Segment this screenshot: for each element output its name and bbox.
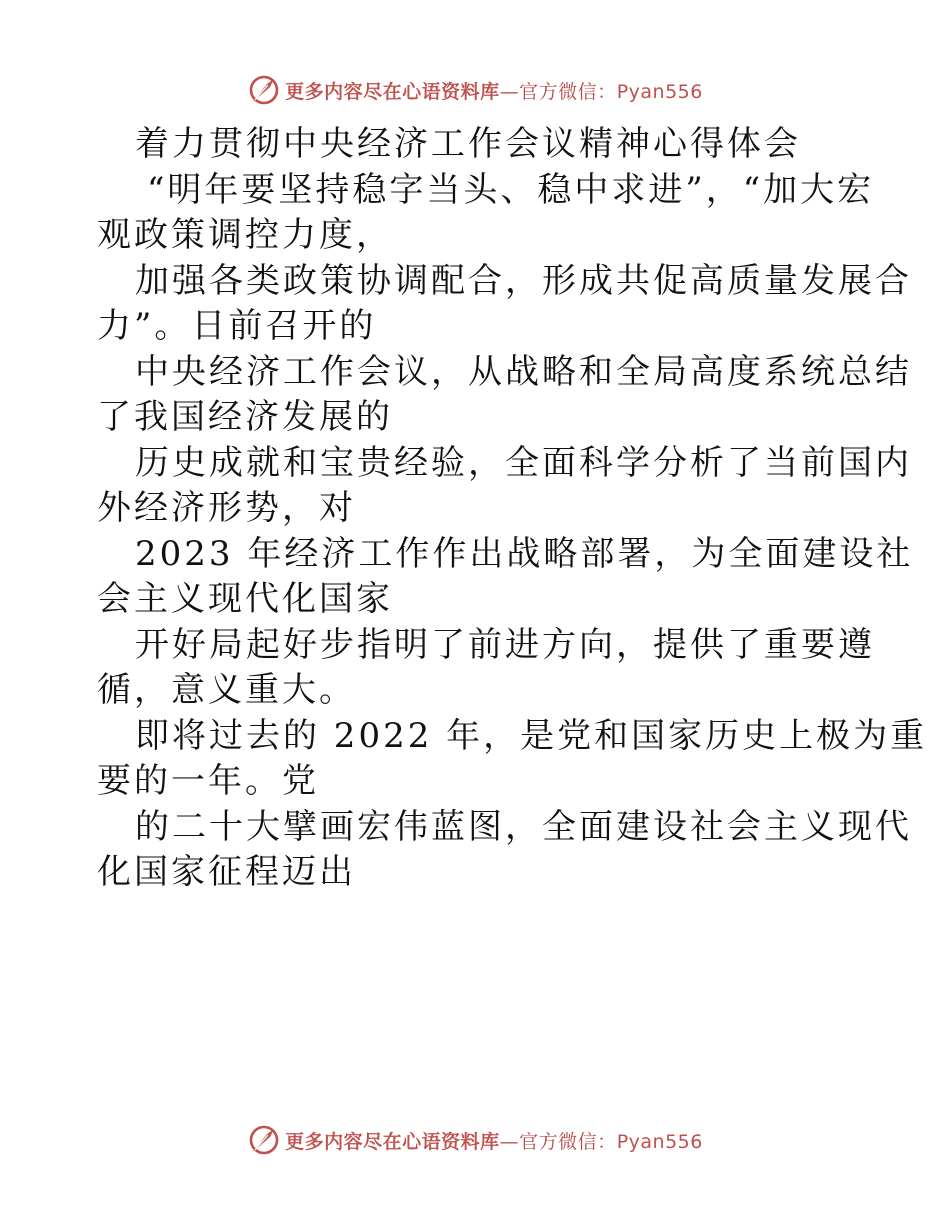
banner-text bbox=[285, 1127, 703, 1154]
banner-separator: — bbox=[499, 80, 520, 103]
text-line: 要的一年。党 bbox=[97, 761, 319, 801]
text-line: 化国家征程迈出 bbox=[97, 852, 356, 892]
text-line: 外经济形势，对 bbox=[97, 488, 356, 528]
text-line: 历史成就和宝贵经验，全面科学分析了当前国内 bbox=[135, 442, 912, 483]
banner-main-text: 更多内容尽在心语资料库 bbox=[285, 80, 500, 103]
banner-wechat-label: 官方微信： bbox=[519, 80, 617, 103]
banner-wechat-id: Pyan556 bbox=[616, 80, 703, 103]
banner-wechat-id: Pyan556 bbox=[616, 1130, 703, 1153]
banner-wechat-label: 官方微信： bbox=[519, 1130, 617, 1153]
text-line: 开好局起好步指明了前进方向，提供了重要遵 bbox=[135, 624, 875, 665]
text-line: 2023 年经济工作作出战略部署，为全面建设社 bbox=[135, 533, 914, 574]
footer-banner bbox=[0, 1120, 950, 1160]
banner-text bbox=[285, 77, 703, 104]
quill-pen-circle-icon bbox=[247, 73, 281, 107]
text-line: 了我国经济发展的 bbox=[97, 397, 393, 437]
text-line: 会主义现代化国家 bbox=[97, 579, 393, 619]
document-title: 着力贯彻中央经济工作会议精神心得体会 bbox=[135, 124, 801, 164]
text-line: “明年要坚持稳字当头、稳中求进”，“加大宏 bbox=[147, 169, 875, 210]
banner-main-text: 更多内容尽在心语资料库 bbox=[285, 1130, 500, 1153]
text-line: 循，意义重大。 bbox=[97, 670, 356, 710]
quill-pen-circle-icon bbox=[247, 1123, 281, 1157]
text-line: 力”。日前召开的 bbox=[97, 306, 377, 346]
text-line: 即将过去的 2022 年，是党和国家历史上极为重 bbox=[135, 715, 928, 756]
header-banner bbox=[0, 70, 950, 110]
text-line: 观政策调控力度， bbox=[97, 215, 393, 255]
text-line: 加强各类政策协调配合，形成共促高质量发展合 bbox=[135, 260, 912, 301]
document-body bbox=[97, 122, 928, 896]
text-line: 中央经济工作会议，从战略和全局高度系统总结 bbox=[135, 351, 912, 392]
text-line: 的二十大擘画宏伟蓝图，全面建设社会主义现代 bbox=[135, 806, 912, 847]
banner-separator: — bbox=[499, 1130, 520, 1153]
